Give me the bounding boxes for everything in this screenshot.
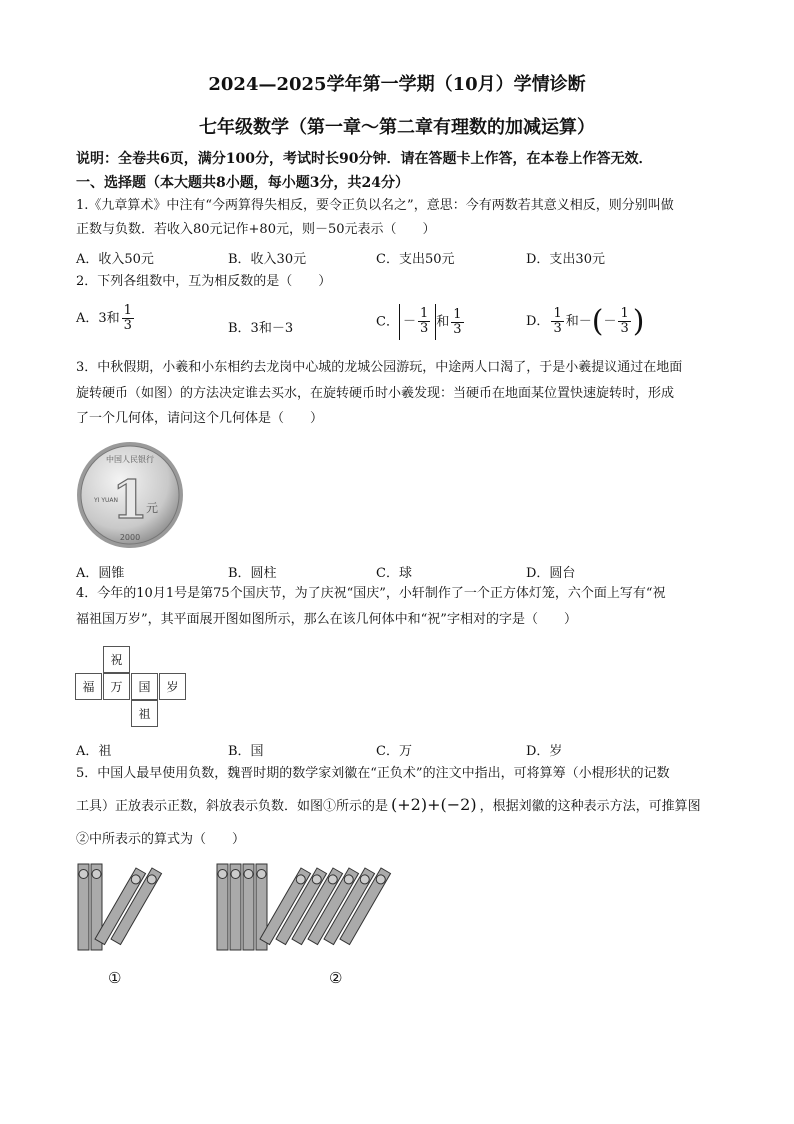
q3-line1: 3．中秋假期，小羲和小东相约去龙岗中心城的龙城公园游玩，中途两人口渴了，于是小羲提议通过在地面 [76,360,683,375]
page-title: 2024—2025学年第一学期（10月）学情诊断 [208,74,586,95]
net-cell: 岁 [159,673,186,700]
page-subtitle: 七年级数学（第一章～第二章有理数的加减运算） [199,117,595,138]
q3-line3: 了一个几何体，请问这个几何体是（ ） [76,411,324,426]
q4-option-a: A．祖 [76,744,112,759]
q3-line2: 旋转硬币（如图）的方法决定谁去买水，在旋转硬币时小羲发现：当硬币在地面某位置快速旋转时，形成 [76,386,675,401]
coin-image [74,440,186,550]
net-cell: 国 [131,673,158,700]
q1-line2: 正数与负数．若收入80元记作+80元，则－50元表示（ ） [76,222,436,237]
q1-option-b: B．收入30元 [228,252,307,267]
figure-1-rods [78,864,162,950]
coin-numeral: 1 [111,470,149,531]
q4-option-c: C．万 [376,744,412,759]
coin-top-text: 中国人民银行 [106,455,154,464]
coin-yuan: 元 [146,501,159,515]
counting-rods-figure [70,858,470,960]
q4-line2: 福祖国万岁”，其平面展开图如图所示，那么在该几何体中和“祝”字相对的字是（ ） [76,612,577,627]
upright-rod [217,864,228,950]
figure-1-label: ① [108,969,122,987]
q4-option-d: D．岁 [526,744,563,759]
upright-rod [78,864,89,950]
figure-2-label: ② [329,969,343,987]
coin-left-text: YI YUAN [94,497,118,504]
q5-line2: 工具）正放表示正数，斜放表示负数．如图①所示的是 (+2)+(−2) ，根据刘徽的这种表示方法，可推算图 [76,795,701,814]
q3-option-d: D．圆台 [526,566,576,581]
q2-stem: 2．下列各组数中，互为相反数的是（ ） [76,274,332,289]
q4-option-b: B．国 [228,744,264,759]
q2-option-a: A．3和 $\frac{1}{3}$ [76,303,132,333]
section-title: 一、选择题（本大题共8小题，每小题3分，共24分） [76,175,409,191]
q1-option-d: D．支出30元 [526,252,605,267]
q3-option-b: B．圆柱 [228,566,277,581]
coin-year: 2000 [119,533,141,542]
q2-option-b: B．3和－3 [228,321,294,336]
net-cell: 福 [75,673,102,700]
upright-rod [230,864,241,950]
q1-option-a: A．收入50元 [76,252,154,267]
cube-net [75,646,187,728]
q2-option-c: C． － $\frac{1}{3}$ 和 $\frac{1}{3}$ [376,304,466,340]
net-cell-bottom: 祖 [131,700,158,727]
q5-expression: (+2)+(−2) [391,795,477,814]
upright-rod [243,864,254,950]
q1-option-c: C．支出50元 [376,252,455,267]
q5-line3: ②中所表示的算式为（ ） [76,832,246,847]
figure-2-rods [217,864,391,950]
q5-line1: 5．中国人最早使用负数，魏晋时期的数学家刘徽在“正负术”的注文中指出，可将算筹（小棍形状的记数 [76,766,670,781]
q3-option-a: A．圆锥 [76,566,125,581]
q4-line1: 4．今年的10月1号是第75个国庆节，为了庆祝“国庆”，小轩制作了一个正方体灯笼，六个面上写有“祝 [76,586,666,601]
q3-option-c: C．球 [376,566,412,581]
q1-line1: 1.《九章算术》中注有“今两算得失相反，要令正负以名之”，意思：今有两数若其意义相反，则分别叫做 [76,198,674,213]
net-cell: 万 [103,673,130,700]
instructions: 说明：全卷共6页，满分100分，考试时长90分钟．请在答题卡上作答，在本卷上作答无效． [76,151,653,167]
q2-option-d: D． $\frac{1}{3}$ 和－(－ $\frac{1}{3}$ ) [526,304,645,339]
net-cell-top: 祝 [103,646,130,673]
